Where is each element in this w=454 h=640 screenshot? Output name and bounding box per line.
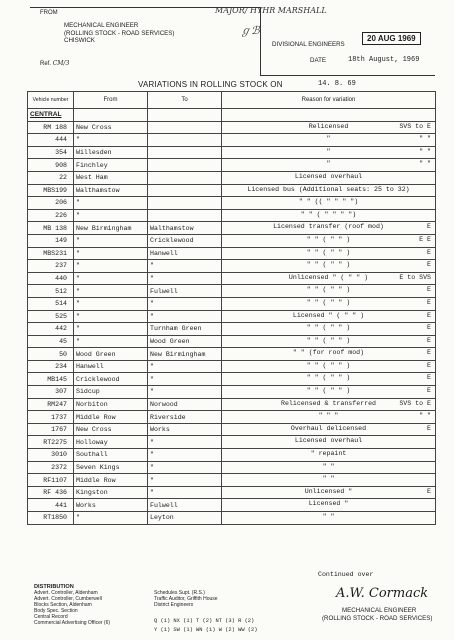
reason-text: " [326,135,331,143]
table-row [28,398,436,411]
dist-col1-3: Body Spec. Section [34,608,78,614]
cell-to: " [148,449,222,462]
from-label: FROM [40,10,58,16]
reason-code: SVS to E [399,399,431,407]
cell-reason [222,411,436,424]
cell-reason [222,348,436,361]
cell-vehicle: 442 [28,323,74,336]
cell-to: Hanwell [148,247,222,260]
cell-from: Middle Row [74,411,148,424]
table-row [28,234,436,247]
cell-reason [222,386,436,399]
reason-text: " " [322,462,335,470]
cell-vehicle: 307 [28,386,74,399]
cell-vehicle: 514 [28,297,74,310]
reason-code: E [427,261,431,269]
reason-text: " [326,160,331,168]
reason-code: " " [419,160,431,168]
cell-vehicle: 45 [28,335,74,348]
date-label: DATE [310,57,327,64]
from-line-3: CHISWICK [64,37,95,44]
cell-from: Wood Green [74,348,148,361]
table-row [28,499,436,512]
cell-from: Cricklewood [74,373,148,386]
col-to: To [148,92,222,109]
reason-text: Relicensed & transferred [281,399,376,407]
cell-reason [222,209,436,222]
cell-reason [222,134,436,147]
cell-from: " [74,272,148,285]
from-line-2: (ROLLING STOCK - ROAD SERVICES) [64,29,175,37]
table-row [28,461,436,474]
table-row [28,335,436,348]
cell-vehicle: 354 [28,146,74,159]
dist-col2-1: Traffic Auditor, Griffith House [154,596,218,602]
cell-vehicle: MBS199 [28,184,74,197]
reason-code: E [427,223,431,231]
reason-text: " " (for roof mod) [292,349,365,357]
cell-from: Norbiton [74,398,148,411]
cell-reason [222,461,436,474]
cell-to: " [148,272,222,285]
cell-vehicle: 440 [28,272,74,285]
cell-reason [222,486,436,499]
cell-from: " [74,310,148,323]
reason-code: E [427,324,431,332]
cell-to: Turnham Green [148,323,222,336]
cell-vehicle: 50 [28,348,74,361]
cell-vehicle: 1737 [28,411,74,424]
cell-to: Cricklewood [148,234,222,247]
cell-from: Sidcup [74,386,148,399]
page-title: VARIATIONS IN ROLLING STOCK ON [138,80,283,89]
received-stamp [362,32,421,45]
cell-reason [222,285,436,298]
cell-reason [222,398,436,411]
reason-code: E [427,487,431,495]
cell-reason [222,260,436,273]
cell-vehicle: 1767 [28,423,74,436]
reason-text: " " ( " " ) [306,374,351,382]
reason-text: " " ( " " ) [306,298,351,306]
cell-to [148,209,222,222]
cell-reason [222,323,436,336]
continued-note: Continued over [318,571,374,578]
cell-from: " [74,323,148,336]
cell-to: Norwood [148,398,222,411]
table-row [28,285,436,298]
cell-to: " [148,360,222,373]
distribution-col2 [154,590,218,608]
cell-from: Hanwell [74,360,148,373]
header-divider [260,7,261,75]
cell-reason [222,146,436,159]
reason-code: E [427,387,431,395]
date-value: 18th August, 1969 [348,56,420,64]
reason-text: Licensed overhaul [294,172,363,180]
cell-reason [222,449,436,462]
cell-reason [222,184,436,197]
cell-to [148,184,222,197]
cell-to [148,159,222,172]
table-row [28,171,436,184]
table-row [28,449,436,462]
table-row [28,197,436,210]
cell-to [148,197,222,210]
distribution-heading: DISTRIBUTION [34,584,74,590]
table-row [28,310,436,323]
cell-to [148,146,222,159]
reason-code: E [427,311,431,319]
signature: A.W. Cormack [336,586,429,601]
reason-code: E [427,248,431,256]
table-row [28,247,436,260]
reason-text: " " ( " " " ") [300,210,357,218]
reason-text: Licensed overhaul [294,437,363,445]
cell-from: " [74,247,148,260]
cell-vehicle: RM247 [28,398,74,411]
cell-from: West Ham [74,171,148,184]
reason-text: " " ( " " ) [306,261,351,269]
reason-code: " " [419,135,431,143]
table-row [28,272,436,285]
dist-col2-2: District Engineers [154,602,194,608]
table-row [28,209,436,222]
cell-to [148,121,222,134]
reason-text: Licensed bus (Additional seats: 25 to 32) [247,185,410,193]
cell-vehicle: 444 [28,134,74,147]
reason-text: Licensed " ( " " ) [292,311,365,319]
cell-reason [222,159,436,172]
cell-from: " [74,335,148,348]
initials-mark: ℊℬ [240,24,260,37]
cell-to: Leyton [148,512,222,525]
cell-from: New Birmingham [74,222,148,235]
reason-text: " " ( " " ) [306,324,351,332]
cell-vehicle: 22 [28,171,74,184]
dist-col2-0: Schedules Supt. (R.S.) [154,590,205,596]
cell-from: Holloway [74,436,148,449]
cell-to: New Birmingham [148,348,222,361]
cell-from: " [74,209,148,222]
table-row [28,411,436,424]
col-vehicle: Vehicle number [28,92,74,109]
reason-text: Licensed transfer (roof mod) [273,223,384,231]
cell-reason [222,436,436,449]
cell-from: New Cross [74,121,148,134]
to-label: DIVISIONAL ENGINEERS [272,41,345,48]
cell-vehicle: 234 [28,360,74,373]
cell-to: " [148,486,222,499]
reason-code: E [427,336,431,344]
cell-from: " [74,285,148,298]
reason-text: Unlicensed " ( " " ) [288,273,369,281]
cell-reason [222,121,436,134]
reason-text: Licensed " [308,500,349,508]
reason-text: " " (( " " " ") [298,198,359,206]
table-row [28,486,436,499]
cell-to: " [148,297,222,310]
stamp-date: 20 AUG 1969 [367,34,416,43]
cell-from: Kingston [74,486,148,499]
cell-vehicle: RM 188 [28,121,74,134]
table-row [28,360,436,373]
distribution-block [34,584,110,626]
cell-from: Walthamstow [74,184,148,197]
reason-text: " " " [318,412,339,420]
reason-code: E E [419,235,431,243]
table-row [28,386,436,399]
table-row [28,423,436,436]
ref-label: Ref. [40,61,52,67]
table-row [28,159,436,172]
cell-to: Fulwell [148,285,222,298]
ref-line [40,60,69,67]
cell-from: " [74,197,148,210]
cell-from: " [74,297,148,310]
cell-vehicle: 206 [28,197,74,210]
ref-value: CM/3 [52,60,70,67]
table-row [28,222,436,235]
dist-col1-0: Advert. Controller, Aldenham [34,590,98,596]
reason-code: E [427,349,431,357]
from-line-1: MECHANICAL ENGINEER [64,22,139,29]
cell-reason [222,499,436,512]
cell-reason [222,247,436,260]
reason-text: " repaint [310,450,347,458]
cell-to: " [148,474,222,487]
cell-vehicle: 237 [28,260,74,273]
reason-code: E to SVS [399,273,431,281]
cell-reason [222,360,436,373]
table-row [28,184,436,197]
cell-from: New Cross [74,423,148,436]
cell-from: " [74,512,148,525]
table-row [28,474,436,487]
cell-to: " [148,436,222,449]
cell-to: Fulwell [148,499,222,512]
cell-to [148,171,222,184]
reason-code: E [427,361,431,369]
table-header-row [28,92,436,109]
title-date: 14. 8. 69 [318,80,356,88]
reason-code: E [427,286,431,294]
reason-text: " " ( " " ) [306,286,351,294]
cell-to: " [148,461,222,474]
reason-text: Unlicensed " [304,487,353,495]
cell-vehicle: MB145 [28,373,74,386]
reason-text: " " ( " " ) [306,361,351,369]
cell-reason [222,222,436,235]
reason-code: SVS to E [399,122,431,130]
cell-from: Finchley [74,159,148,172]
cell-to: Works [148,423,222,436]
cell-from: Seven Kings [74,461,148,474]
cell-from: Middle Row [74,474,148,487]
cell-reason [222,310,436,323]
cell-vehicle: 3010 [28,449,74,462]
dist-col1-5: Commercial Advertising Officer (6) [34,620,111,626]
cell-from: Southall [74,449,148,462]
cell-reason [222,373,436,386]
table-row [28,134,436,147]
col-from: From [74,92,148,109]
reason-code: " " [419,412,431,420]
table-row [28,512,436,525]
variations-table [27,91,436,525]
cell-vehicle: RF 436 [28,486,74,499]
cell-reason [222,171,436,184]
cell-to: " [148,260,222,273]
cell-reason [222,512,436,525]
cell-reason [222,474,436,487]
depot-codes-1: Q (1) NX (1) T (2) NT (3) R (2) [154,618,255,624]
cell-vehicle: RT1850 [28,512,74,525]
cell-to: Walthamstow [148,222,222,235]
table-row [28,146,436,159]
reason-text: Overhaul delicensed [290,424,367,432]
reason-text: " " ( " " ) [306,248,351,256]
section-row [28,109,436,122]
cell-vehicle: 149 [28,234,74,247]
table-row [28,373,436,386]
cell-vehicle: 2372 [28,461,74,474]
cell-to: " [148,310,222,323]
reason-code: E [427,424,431,432]
cell-reason [222,272,436,285]
table-row [28,121,436,134]
cell-from: Works [74,499,148,512]
cell-from: Willesden [74,146,148,159]
dist-col1-4: Central Record [34,614,68,620]
reason-text: " " [322,475,335,483]
reason-text: " " ( " " ) [306,336,351,344]
header-bottom-rule [260,75,435,76]
cell-reason [222,423,436,436]
cell-reason [222,234,436,247]
cell-reason [222,197,436,210]
table-row [28,348,436,361]
reason-code: E [427,298,431,306]
reason-text: " " [322,513,335,520]
cell-from: " [74,134,148,147]
cell-to [148,134,222,147]
reason-text: " [326,147,331,155]
from-address [64,22,174,45]
cell-to: " [148,373,222,386]
cell-to: Wood Green [148,335,222,348]
cell-vehicle: MB 138 [28,222,74,235]
table-row [28,260,436,273]
cell-from: " [74,260,148,273]
table-row [28,436,436,449]
cell-vehicle: 908 [28,159,74,172]
cell-vehicle: 441 [28,499,74,512]
reason-text: " " ( " " ) [306,235,351,243]
cell-vehicle: 512 [28,285,74,298]
cell-reason [222,335,436,348]
signatory-title: MECHANICAL ENGINEER [342,607,417,614]
cell-vehicle: RF1107 [28,474,74,487]
reason-code: E [427,374,431,382]
dist-col1-2: Blocks Section, Aldenham [34,602,92,608]
reason-text: " " ( " " ) [306,387,351,395]
cell-to: Riverside [148,411,222,424]
depot-codes-2: Y (1) SW (1) WN (1) W (2) WW (2) [154,627,258,633]
signatory-dept: (ROLLING STOCK - ROAD SERVICES) [322,615,433,622]
table-row [28,323,436,336]
col-reason: Reason for variation [222,92,436,109]
reason-text: Relicensed [308,122,349,130]
cell-from: " [74,234,148,247]
table-row [28,297,436,310]
section-label: CENTRAL [28,109,74,122]
cell-vehicle: MBS231 [28,247,74,260]
handwritten-annotation: MAJOR/ HYHR MARSHALL [215,6,327,15]
cell-vehicle: 226 [28,209,74,222]
cell-to: " [148,386,222,399]
reason-code: " " [419,147,431,155]
dist-col1-1: Advert. Controller, Cumberwell [34,596,102,602]
cell-vehicle: RT2275 [28,436,74,449]
cell-vehicle: 525 [28,310,74,323]
cell-reason [222,297,436,310]
